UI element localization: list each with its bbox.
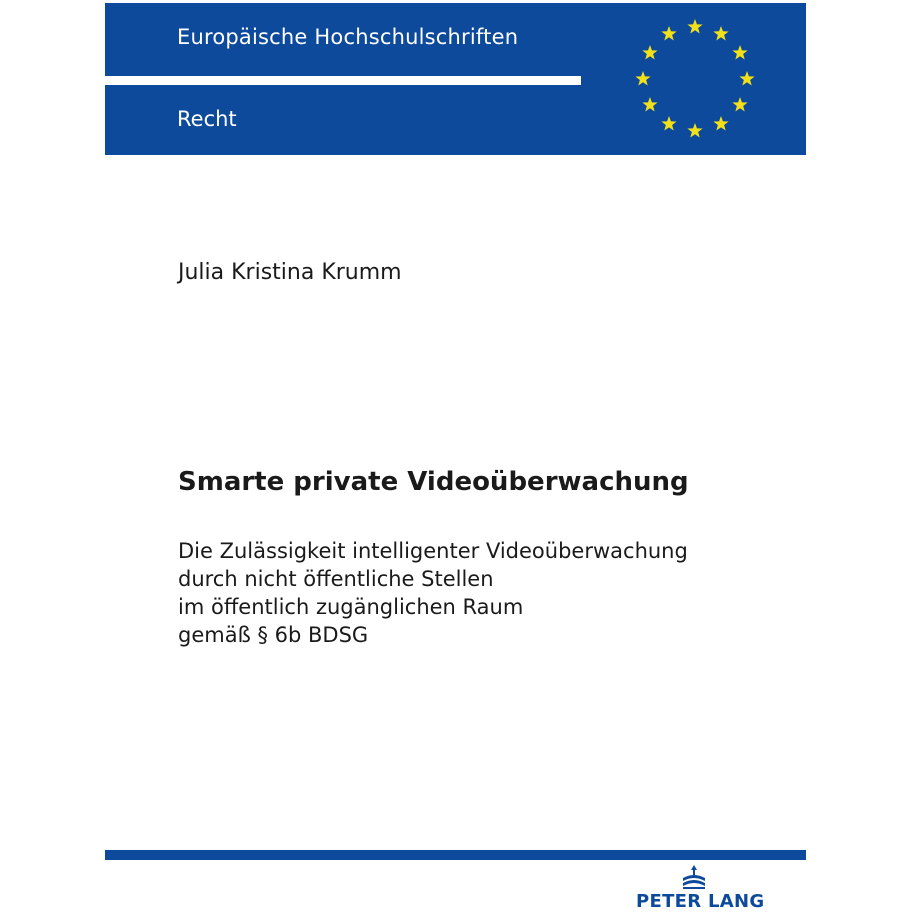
publisher-name: PETER LANG (636, 891, 765, 912)
book-subtitle (178, 537, 688, 649)
series-subject: Recht (177, 107, 237, 131)
star-icon (661, 116, 676, 130)
eu-stars-icon (630, 15, 760, 143)
bottom-rule (105, 850, 806, 860)
star-icon (642, 97, 657, 111)
series-title: Europäische Hochschulschriften (177, 25, 519, 49)
banner-stripe (105, 76, 581, 85)
peter-lang-logo-icon (681, 864, 707, 890)
star-icon (739, 71, 754, 85)
subtitle-line: im öffentlich zugänglichen Raum (178, 595, 524, 619)
subtitle-line: gemäß § 6b BDSG (178, 623, 369, 647)
book-title: Smarte private Videoüberwachung (178, 467, 689, 497)
subtitle-line: Die Zulässigkeit intelligenter Videoüberwachung (178, 539, 688, 563)
star-icon (635, 71, 650, 85)
star-icon (732, 45, 747, 59)
star-icon (687, 123, 702, 137)
star-icon (642, 45, 657, 59)
star-icon (732, 97, 747, 111)
star-icon (713, 26, 728, 40)
star-icon (687, 19, 702, 33)
star-icon (713, 116, 728, 130)
star-icon (661, 26, 676, 40)
subtitle-line: durch nicht öffentliche Stellen (178, 567, 494, 591)
author-name: Julia Kristina Krumm (178, 260, 402, 285)
series-banner (105, 3, 806, 155)
